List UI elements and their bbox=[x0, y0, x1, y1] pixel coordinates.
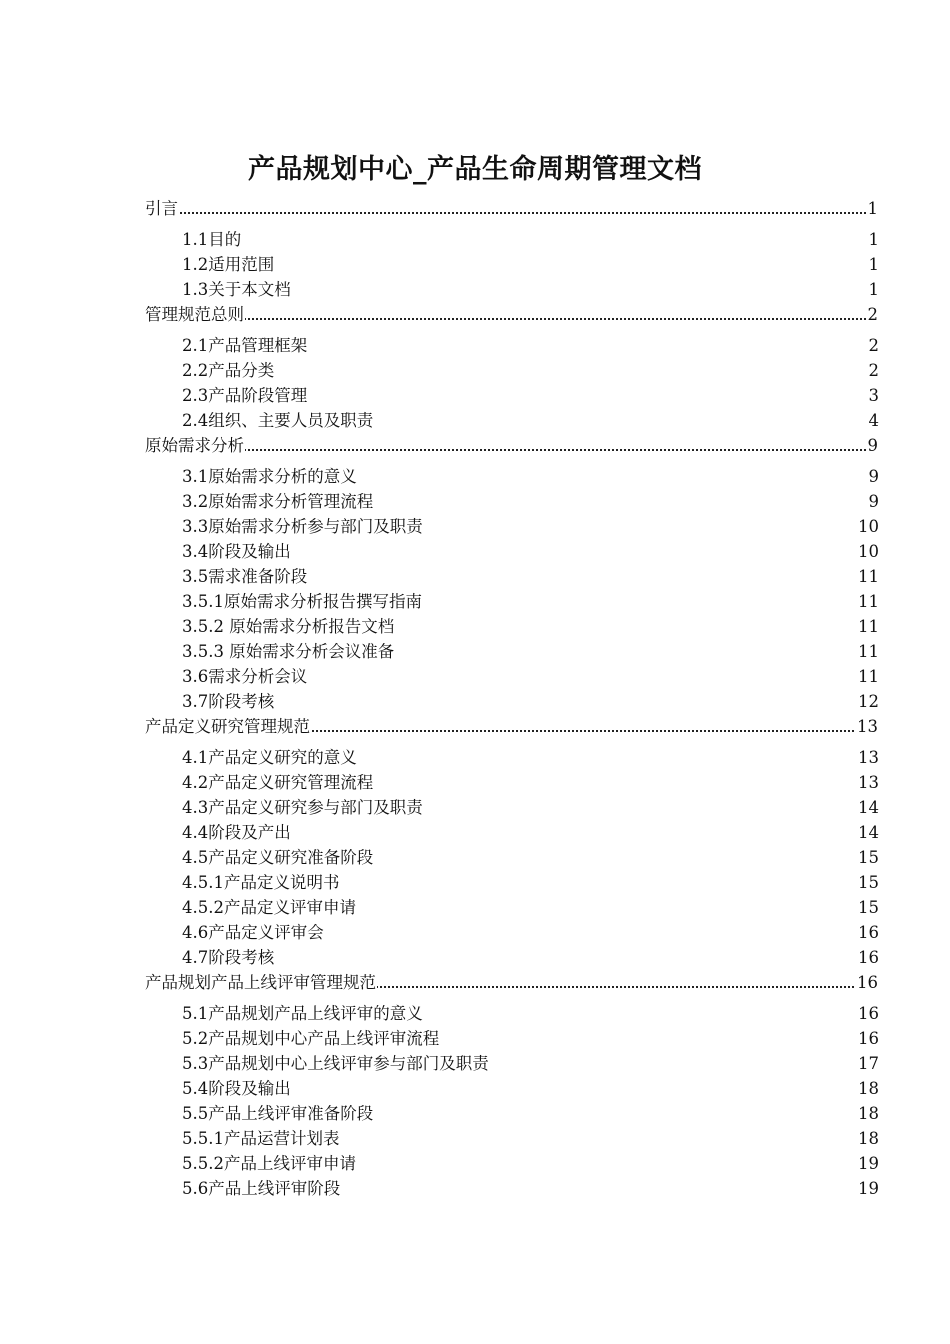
toc-section-entry[interactable] bbox=[0, 408, 950, 433]
toc-page-number: 9 bbox=[868, 467, 879, 486]
toc-section-entry[interactable] bbox=[0, 333, 950, 358]
toc-entry-label: 3.5.3 原始需求分析会议准备 bbox=[182, 642, 395, 661]
toc-entry-label: 3.5需求准备阶段 bbox=[182, 567, 308, 586]
toc-page-number: 11 bbox=[858, 567, 879, 586]
toc-page-number: 9 bbox=[867, 433, 879, 458]
toc-section-entry[interactable] bbox=[0, 689, 950, 714]
toc-page-number: 18 bbox=[858, 1129, 879, 1148]
toc-page-number: 10 bbox=[858, 517, 879, 536]
toc-section-entry[interactable] bbox=[0, 1051, 950, 1076]
toc-page-number: 13 bbox=[858, 748, 879, 767]
toc-page-number: 9 bbox=[868, 492, 879, 511]
toc-page-number: 2 bbox=[867, 302, 879, 327]
toc-dot-leader bbox=[145, 212, 878, 214]
toc-entry-label: 4.6产品定义评审会 bbox=[182, 923, 324, 942]
toc-section-entry[interactable] bbox=[0, 770, 950, 795]
toc-section-entry[interactable] bbox=[0, 1176, 950, 1201]
toc-entry-label: 产品规划产品上线评审管理规范 bbox=[145, 970, 377, 995]
toc-section-entry[interactable] bbox=[0, 639, 950, 664]
toc-page-number: 15 bbox=[858, 848, 879, 867]
toc-entry-label: 5.5产品上线评审准备阶段 bbox=[182, 1104, 374, 1123]
toc-section-entry[interactable] bbox=[0, 614, 950, 639]
toc-entry-label: 3.6需求分析会议 bbox=[182, 667, 308, 686]
toc-section-entry[interactable] bbox=[0, 1026, 950, 1051]
toc-page-number: 16 bbox=[858, 923, 879, 942]
toc-section-entry[interactable] bbox=[0, 845, 950, 870]
toc-page-number: 15 bbox=[858, 898, 879, 917]
toc-page-number: 19 bbox=[858, 1179, 879, 1198]
toc-page-number: 13 bbox=[858, 773, 879, 792]
toc-section-entry[interactable] bbox=[0, 895, 950, 920]
toc-entry-label: 4.1产品定义研究的意义 bbox=[182, 748, 357, 767]
toc-page-number: 16 bbox=[856, 970, 878, 995]
toc-entry-label: 引言 bbox=[145, 196, 179, 221]
toc-entry-label: 5.4阶段及输出 bbox=[182, 1079, 291, 1098]
toc-section-entry[interactable] bbox=[0, 277, 950, 302]
toc-section-entry[interactable] bbox=[0, 745, 950, 770]
toc-page-number: 12 bbox=[858, 692, 879, 711]
toc-page-number: 18 bbox=[858, 1079, 879, 1098]
toc-section-entry[interactable] bbox=[0, 1151, 950, 1176]
toc-entry-label: 管理规范总则 bbox=[145, 302, 245, 327]
toc-entry-label: 2.3产品阶段管理 bbox=[182, 386, 308, 405]
toc-page-number: 15 bbox=[858, 873, 879, 892]
toc-page-number: 14 bbox=[858, 798, 879, 817]
toc-chapter-entry[interactable] bbox=[0, 433, 950, 458]
toc-page-number: 10 bbox=[858, 542, 879, 561]
toc-section-entry[interactable] bbox=[0, 1126, 950, 1151]
toc-entry-label: 3.7阶段考核 bbox=[182, 692, 275, 711]
toc-entry-label: 5.3产品规划中心上线评审参与部门及职责 bbox=[182, 1054, 489, 1073]
toc-page-number: 14 bbox=[858, 823, 879, 842]
toc-page-number: 11 bbox=[858, 617, 879, 636]
toc-entry-label: 3.1原始需求分析的意义 bbox=[182, 467, 357, 486]
toc-section-entry[interactable] bbox=[0, 489, 950, 514]
toc-section-entry[interactable] bbox=[0, 1076, 950, 1101]
toc-section-entry[interactable] bbox=[0, 227, 950, 252]
toc-entry-label: 5.1产品规划产品上线评审的意义 bbox=[182, 1004, 423, 1023]
toc-entry-label: 4.5.2产品定义评审申请 bbox=[182, 898, 356, 917]
toc-entry-label: 5.5.1产品运营计划表 bbox=[182, 1129, 340, 1148]
toc-page-number: 18 bbox=[858, 1104, 879, 1123]
toc-page-number: 19 bbox=[858, 1154, 879, 1173]
toc-section-entry[interactable] bbox=[0, 589, 950, 614]
toc-entry-label: 3.2原始需求分析管理流程 bbox=[182, 492, 374, 511]
toc-entry-label: 3.4阶段及输出 bbox=[182, 542, 291, 561]
toc-entry-label: 4.5产品定义研究准备阶段 bbox=[182, 848, 374, 867]
toc-section-entry[interactable] bbox=[0, 514, 950, 539]
toc-section-entry[interactable] bbox=[0, 383, 950, 408]
toc-page-number: 11 bbox=[858, 667, 879, 686]
toc-section-entry[interactable] bbox=[0, 945, 950, 970]
toc-section-entry[interactable] bbox=[0, 1001, 950, 1026]
toc-page-number: 11 bbox=[858, 592, 879, 611]
toc-page-number: 16 bbox=[858, 948, 879, 967]
toc-section-entry[interactable] bbox=[0, 464, 950, 489]
toc-page-number: 1 bbox=[868, 280, 879, 299]
toc-section-entry[interactable] bbox=[0, 795, 950, 820]
toc-entry-label: 2.1产品管理框架 bbox=[182, 336, 308, 355]
toc-page-number: 1 bbox=[868, 230, 879, 249]
toc-section-entry[interactable] bbox=[0, 539, 950, 564]
toc-entry-label: 5.5.2产品上线评审申请 bbox=[182, 1154, 356, 1173]
toc-entry-label: 2.4组织、主要人员及职责 bbox=[182, 411, 374, 430]
toc-entry-label: 1.1目的 bbox=[182, 230, 242, 249]
toc-section-entry[interactable] bbox=[0, 820, 950, 845]
toc-section-entry[interactable] bbox=[0, 358, 950, 383]
toc-entry-label: 4.4阶段及产出 bbox=[182, 823, 291, 842]
toc-entry-label: 产品定义研究管理规范 bbox=[145, 714, 311, 739]
toc-dot-leader bbox=[145, 449, 878, 451]
toc-entry-label: 3.3原始需求分析参与部门及职责 bbox=[182, 517, 423, 536]
toc-entry-label: 4.5.1产品定义说明书 bbox=[182, 873, 340, 892]
toc-section-entry[interactable] bbox=[0, 920, 950, 945]
toc-section-entry[interactable] bbox=[0, 564, 950, 589]
document-title: 产品规划中心_产品生命周期管理文档 bbox=[248, 154, 702, 185]
toc-entry-label: 原始需求分析 bbox=[145, 433, 245, 458]
toc-entry-label: 3.5.1原始需求分析报告撰写指南 bbox=[182, 592, 422, 611]
toc-chapter-entry[interactable] bbox=[0, 302, 950, 327]
toc-page-number: 16 bbox=[858, 1029, 879, 1048]
toc-page-number: 1 bbox=[867, 196, 879, 221]
toc-entry-label: 4.7阶段考核 bbox=[182, 948, 275, 967]
toc-entry-label: 4.2产品定义研究管理流程 bbox=[182, 773, 374, 792]
toc-section-entry[interactable] bbox=[0, 252, 950, 277]
toc-entry-label: 4.3产品定义研究参与部门及职责 bbox=[182, 798, 423, 817]
toc-page-number: 16 bbox=[858, 1004, 879, 1023]
toc-page-number: 2 bbox=[868, 361, 879, 380]
toc-entry-label: 3.5.2 原始需求分析报告文档 bbox=[182, 617, 395, 636]
toc-section-entry[interactable] bbox=[0, 870, 950, 895]
toc-entry-label: 1.3关于本文档 bbox=[182, 280, 291, 299]
toc-section-entry[interactable] bbox=[0, 1101, 950, 1126]
toc-dot-leader bbox=[145, 318, 878, 320]
toc-page-number: 1 bbox=[868, 255, 879, 274]
toc-entry-label: 5.2产品规划中心产品上线评审流程 bbox=[182, 1029, 440, 1048]
toc-chapter-entry[interactable] bbox=[0, 714, 950, 739]
toc-chapter-entry[interactable] bbox=[0, 970, 950, 995]
toc-page-number: 2 bbox=[868, 336, 879, 355]
toc-chapter-entry[interactable] bbox=[0, 196, 950, 221]
toc-entry-label: 5.6产品上线评审阶段 bbox=[182, 1179, 341, 1198]
toc-page-number: 4 bbox=[868, 411, 879, 430]
toc-page-number: 17 bbox=[858, 1054, 879, 1073]
toc-entry-label: 2.2产品分类 bbox=[182, 361, 275, 380]
toc-entry-label: 1.2适用范围 bbox=[182, 255, 275, 274]
toc-section-entry[interactable] bbox=[0, 664, 950, 689]
toc-page-number: 13 bbox=[856, 714, 878, 739]
toc-page-number: 11 bbox=[858, 642, 879, 661]
toc-page-number: 3 bbox=[868, 386, 879, 405]
